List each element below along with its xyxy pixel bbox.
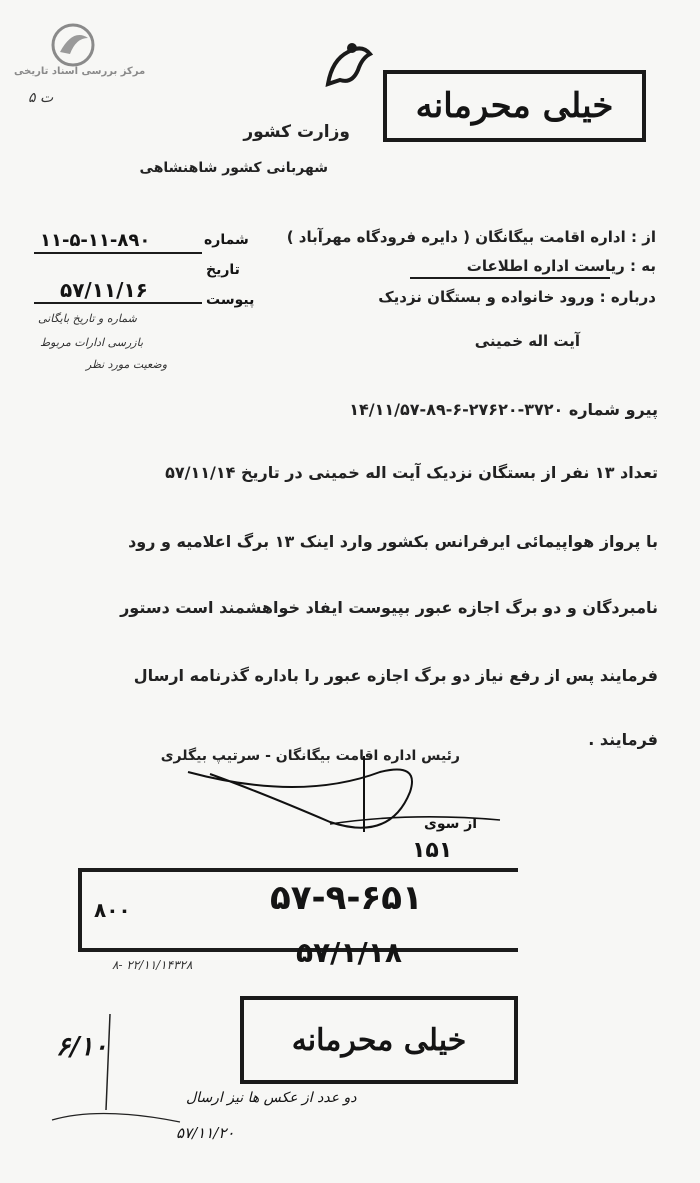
date-label: تاریخ — [206, 262, 240, 278]
hand-note-2: دو عدد از عکس ها نیز ارسال — [186, 1090, 357, 1106]
top-classification-stamp — [383, 70, 646, 142]
to-line: به : ریاست اداره اطلاعات — [466, 257, 656, 275]
subject-line-2: آیت اله خمینی — [474, 332, 580, 350]
subject-line: درباره : ورود خانواده و بستگان نزدیک — [378, 288, 656, 306]
receipt-number: ۵۷-۹-۶۵۱ — [270, 878, 423, 918]
receipt-box-top — [78, 868, 518, 872]
body-line-5: فرمایند . — [588, 730, 658, 749]
signature-scribble — [180, 752, 520, 852]
receipt-small-note: ۸- ۲۲/۱۱/۱۴۳۲۸ — [112, 958, 193, 972]
receipt-from-value: ۱۵۱ — [412, 838, 453, 863]
number-value: ۱۱-۵-۱۱-۸۹۰ — [40, 230, 151, 251]
reference-line: پیرو شماره ۳۷۲۰-۲۷۶۲۰-۶-۸۹-۱۴/۱۱/۵۷ — [349, 400, 658, 419]
margin-note-1: شماره و تاریخ بایگانی — [38, 312, 137, 325]
hand-note-1: ۶/۱۰ — [56, 1032, 108, 1062]
top-classification-text: خیلی محرمانه — [415, 86, 614, 126]
date-underline — [34, 302, 202, 304]
police-title: شهربانی کشور شاهنشاهی — [139, 160, 328, 176]
to-underline — [410, 277, 610, 279]
receipt-prefix: ۸۰۰ — [94, 898, 131, 922]
ministry-title: وزارت کشور — [243, 122, 350, 142]
receipt-from-label: از سوی — [424, 816, 478, 832]
margin-note-2: بازرسی ادارات مربوط — [40, 336, 144, 349]
body-line-1: تعداد ۱۳ نفر از بستگان نزدیک آیت اله خمینی در تاریخ ۵۷/۱۱/۱۴ — [165, 463, 658, 482]
body-line-3: نامبردگان و دو برگ اجازه عبور بپیوست ایفاد خواهشمند است دستور — [120, 598, 658, 617]
number-underline — [34, 252, 202, 254]
from-line: از : اداره اقامت بیگانگان ( دایره فرودگاه مهرآباد ) — [286, 228, 656, 246]
archive-watermark-label: مرکز بررسی اسناد تاریخی — [14, 66, 146, 77]
attachment-label: پیوست — [206, 292, 255, 308]
archive-logo-icon — [50, 22, 96, 68]
receipt-date: ۵۷/۱/۱۸ — [296, 936, 402, 969]
emblem-icon — [322, 40, 376, 90]
hand-note-3: ۵۷/۱۱/۲۰ — [176, 1124, 235, 1142]
number-label: شماره — [204, 232, 249, 248]
body-line-4: فرمایند پس از رفع نیاز دو برگ اجازه عبور را باداره گذرنامه ارسال — [133, 666, 658, 685]
signature-title: رئیس اداره اقامت بیگانگان - سرتیپ بیگلری — [160, 748, 460, 764]
bottom-classification-stamp — [240, 996, 518, 1084]
hand-strokes — [40, 1010, 200, 1130]
date-value: ۵۷/۱۱/۱۶ — [60, 278, 148, 302]
body-line-2: با پرواز هواپیمائی ایرفرانس بکشور وارد اینک ۱۳ برگ اعلامیه و رود — [128, 532, 658, 551]
margin-note: ت ۵ — [28, 90, 54, 106]
margin-note-3: وضعیت مورد نظر — [86, 358, 168, 371]
receipt-box-left — [78, 868, 82, 952]
bottom-classification-text: خیلی محرمانه — [291, 1022, 467, 1058]
